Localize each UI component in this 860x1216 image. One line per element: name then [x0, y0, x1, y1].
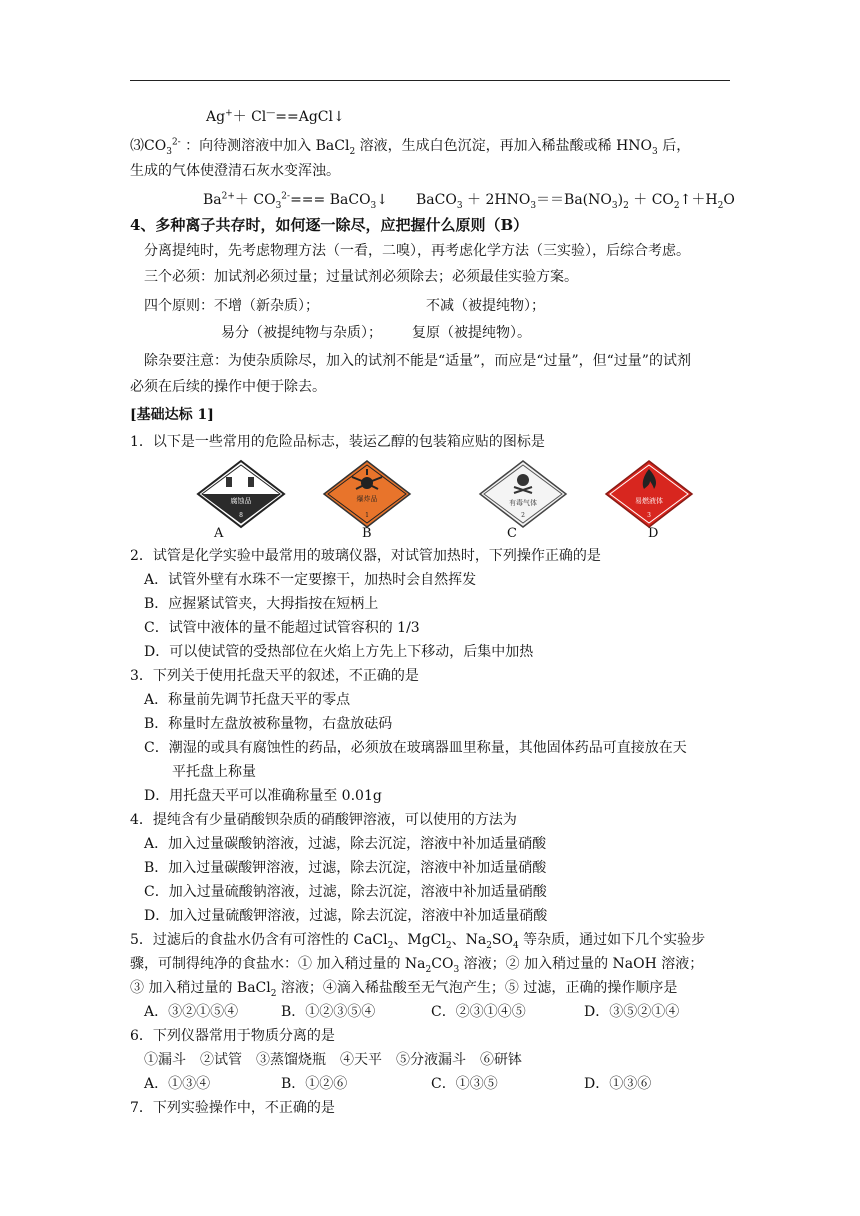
question-5-option-d: D．③⑤②①④: [584, 1004, 680, 1020]
svg-text:3: 3: [647, 512, 651, 519]
question-3-option-d: D．用托盘天平可以准确称量至 0.01g: [144, 788, 382, 804]
question-4-option-d: D．加入过量硫酸钾溶液，过滤，除去沉淀，溶液中补加适量硝酸: [144, 908, 548, 924]
question-5-option-a: A．③②①⑤④: [144, 1004, 239, 1020]
question-6-items: ①漏斗 ②试管 ③蒸馏烧瓶 ④天平 ⑤分液漏斗 ⑥研钵: [144, 1052, 522, 1068]
svg-text:8: 8: [239, 512, 243, 519]
question-2-stem: 2．试管是化学实验中最常用的玻璃仪器，对试管加热时，下列操作正确的是: [130, 548, 601, 564]
section-4-heading: 4、多种离子共存时，如何逐一除尽，应把握什么原则（B）: [130, 216, 529, 234]
question-4-stem: 4．提纯含有少量硝酸钡杂质的硝酸钾溶液，可以使用的方法为: [130, 812, 517, 828]
carbonate-test-line-2: 生成的气体使澄清石灰水变浑浊。: [130, 163, 340, 179]
question-4-option-a: A．加入过量碳酸钠溶液，过滤，除去沉淀，溶液中补加适量硝酸: [144, 836, 547, 852]
question-3-option-c-cont: 平托盘上称量: [172, 764, 256, 780]
option-label-d: D: [648, 526, 659, 541]
section-4-line-6: 必须在后续的操作中便于除去。: [130, 379, 326, 395]
question-3-stem: 3．下列关于使用托盘天平的叙述，不正确的是: [130, 668, 419, 684]
corrosive-sign-icon: [196, 459, 286, 529]
section-4-line-2: 三个必须：加试剂必须过量；过量试剂必须除去；必须最佳实验方案。: [144, 269, 578, 285]
question-3-option-b: B．称量时左盘放被称量物，右盘放砝码: [144, 716, 393, 732]
option-label-c: C: [507, 526, 517, 541]
question-6-option-c: C．①③⑤: [431, 1076, 498, 1092]
header-rule: [130, 80, 730, 81]
question-2-option-b: B．应握紧试管夹，大拇指按在短柄上: [144, 596, 379, 612]
flammable-liquid-sign-icon: [604, 459, 694, 529]
svg-text:腐蚀品: 腐蚀品: [230, 497, 252, 505]
question-6-option-b: B．①②⑥: [281, 1076, 348, 1092]
svg-text:有毒气体: 有毒气体: [509, 499, 537, 507]
question-4-option-b: B．加入过量碳酸钾溶液，过滤，除去沉淀，溶液中补加适量硝酸: [144, 860, 547, 876]
question-3-option-a: A．称量前先调节托盘天平的零点: [144, 692, 351, 708]
question-5-option-c: C．②③①④⑤: [431, 1004, 526, 1020]
explosive-sign-icon: [322, 459, 412, 529]
question-5-line-3: ③ 加入稍过量的 BaCl$_2$ 溶液；④滴入稀盐酸至无气泡产生；⑤ 过滤，正确的操作顺序是: [130, 980, 678, 999]
equation-silver-chloride: Ag+＋ Cl—==AgCl↓: [206, 108, 345, 125]
question-5-option-b: B．①②③⑤④: [281, 1004, 376, 1020]
equation-barium-carbonate: $Ba^{2+}+ CO_3^{2-}===$ BaCO$_3$↓: [203, 191, 389, 211]
section-4-principle-3: 易分（被提纯物与杂质）；: [221, 325, 382, 341]
section-4-principle-1: 四个原则：不增（新杂质）；: [144, 298, 319, 314]
question-4-option-c: C．加入过量硫酸钠溶液，过滤，除去沉淀，溶液中补加适量硝酸: [144, 884, 547, 900]
question-2-option-c: C．试管中液体的量不能超过试管容积的 1/3: [144, 620, 420, 636]
question-2-option-a: A．试管外壁有水珠不一定要擦干，加热时会自然挥发: [144, 572, 477, 588]
option-label-b: B: [362, 526, 372, 541]
toxic-gas-sign-icon: [478, 459, 568, 529]
question-5-line-2: 骤，可制得纯净的食盐水：① 加入稍过量的 $Na_2CO_3$ 溶液；② 加入稍过量的 NaOH 溶液；: [130, 956, 704, 975]
question-2-option-d: D．可以使试管的受热部位在火焰上方先上下移动，后集中加热: [144, 644, 534, 660]
svg-text:爆炸品: 爆炸品: [356, 495, 378, 503]
section-4-line-1: 分离提纯时，先考虑物理方法（一看，二嗅），再考虑化学方法（三实验），后综合考虑。: [144, 243, 690, 259]
question-6-option-a: A．①③④: [144, 1076, 211, 1092]
carbonate-test-line-1: $⑶CO_3^{2-}$ ：向待测溶液中加入 BaCl$_2$ 溶液，生成白色沉淀，再加入稀盐酸或稀 $HNO_3$ 后，: [130, 137, 691, 157]
svg-text:1: 1: [365, 512, 369, 519]
svg-text:2: 2: [521, 512, 525, 519]
question-7-stem: 7．下列实验操作中，不正确的是: [130, 1100, 335, 1116]
svg-text:易燃液体: 易燃液体: [635, 497, 663, 505]
question-1-stem: 1．以下是一些常用的危险品标志，装运乙醇的包装箱应贴的图标是: [130, 434, 545, 450]
practice-title: [基础达标 1]: [130, 407, 214, 423]
question-3-option-c: C．潮湿的或具有腐蚀性的药品，必须放在玻璃器皿里称量，其他固体药品可直接放在天: [144, 740, 687, 756]
question-5-line-1: 5．过滤后的食盐水仍含有可溶性的 CaCl$_2$、MgCl$_2$、$Na_2SO_4$ 等杂质，通过如下几个实验步: [130, 932, 706, 951]
section-4-principle-4: 复原（被提纯物）。: [412, 325, 531, 341]
section-4-principle-2: 不减（被提纯物）；: [426, 298, 545, 314]
section-4-line-5: 除杂要注意：为使杂质除尽，加入的试剂不能是“适量”，而应是“过量”，但“过量”的试剂: [144, 353, 691, 369]
option-label-a: A: [214, 526, 224, 541]
equation-barium-nitric-acid: BaCO$_3$ ＋ $2HNO_3==Ba(NO_3)_2$ ＋ $CO_2↑+H_2O$: [416, 192, 735, 211]
question-6-option-d: D．①③⑥: [584, 1076, 652, 1092]
question-6-stem: 6．下列仪器常用于物质分离的是: [130, 1028, 335, 1044]
